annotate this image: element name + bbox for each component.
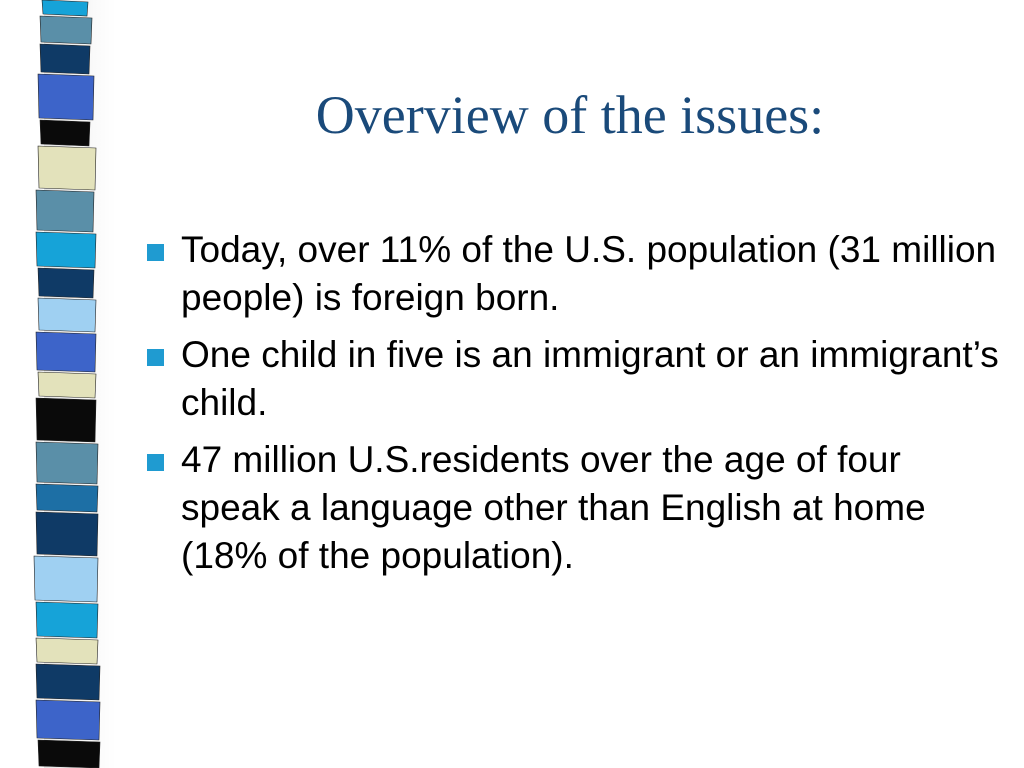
strip-band	[36, 398, 96, 442]
decorative-color-strip	[0, 0, 110, 768]
bullet-text: One child in five is an immigrant or an immigrant’s child.	[181, 334, 999, 423]
strip-band	[36, 638, 98, 664]
square-bullet-icon	[147, 244, 164, 261]
bullet-item	[143, 331, 1003, 427]
strip-band	[36, 484, 98, 512]
strip-band	[36, 512, 98, 556]
bullet-text: Today, over 11% of the U.S. population (31 million people) is foreign born.	[181, 229, 997, 318]
square-bullet-icon	[147, 349, 164, 366]
slide-title: Overview of the issues:	[315, 85, 825, 145]
strip-band	[36, 190, 94, 232]
strip-band	[40, 120, 90, 146]
bullet-item	[143, 226, 1003, 322]
strip-band	[36, 332, 96, 372]
strip-band	[40, 16, 92, 44]
bullet-text: 47 million U.S.residents over the age of four speak a language other than English at home (18% of the population).	[181, 439, 926, 576]
strip-band	[36, 700, 100, 740]
strip-band	[38, 268, 94, 298]
strip-band	[36, 602, 98, 638]
strip-band	[38, 74, 94, 120]
bullet-list	[143, 226, 1003, 589]
square-bullet-icon	[147, 454, 164, 471]
strip-band	[40, 44, 90, 74]
strip-band	[36, 664, 100, 700]
strip-band	[42, 0, 88, 16]
strip-band	[38, 372, 96, 398]
bullet-item	[143, 436, 1003, 580]
strip-band	[38, 298, 96, 332]
strip-band	[38, 740, 100, 768]
strip-band	[36, 442, 98, 484]
strip-band	[36, 232, 96, 268]
strip-band	[38, 146, 96, 190]
strip-band	[34, 556, 98, 602]
